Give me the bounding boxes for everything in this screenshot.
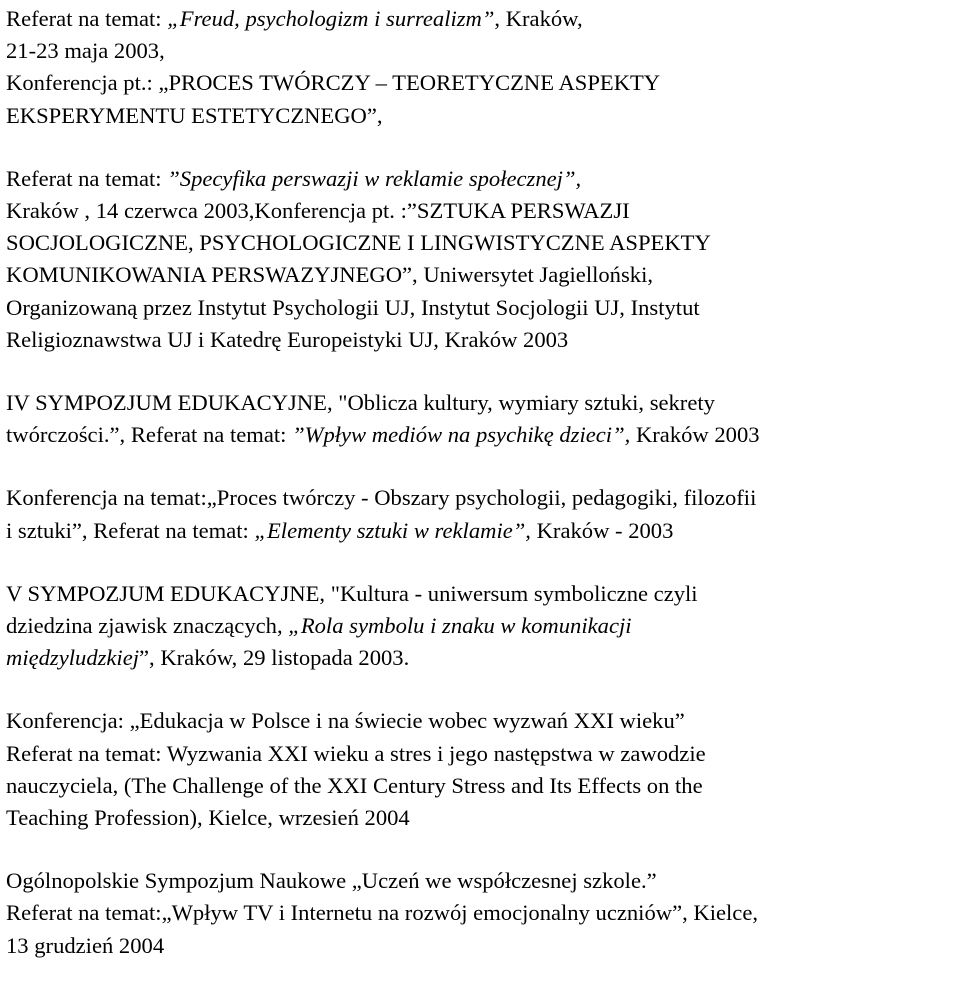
text-line — [6, 515, 960, 547]
entry-freud — [6, 3, 960, 132]
italic-title: „Freud, psychologizm i surrealizm” — [167, 6, 495, 31]
text-run: EKSPERYMENTU ESTETYCZNEGO”, — [6, 102, 383, 128]
italic-title: „Elementy sztuki w reklamie”, — [254, 517, 531, 543]
text-line — [6, 738, 960, 770]
text-run: SOCJOLOGICZNE, PSYCHOLOGICZNE I LINGWISTYCZNE ASPEKTY — [6, 230, 711, 256]
text-line — [6, 35, 960, 67]
text-run: Organizowaną przez Instytut Psychologii UJ, Instytut Socjologii UJ, Instytut — [6, 294, 700, 320]
text-run: nauczyciela, (The Challenge of the XXI Century Stress and Its Effects on the — [6, 772, 703, 798]
text-run: Konferencja: „Edukacja w Polsce i na świecie wobec wyzwań XXI wieku” — [6, 708, 685, 734]
text-run: i sztuki”, Referat na temat: — [6, 517, 255, 543]
text-run: dziedzina zjawisk znaczących, — [6, 613, 289, 639]
text-run: Referat na temat:„Wpływ TV i Internetu na rozwój emocjonalny uczniów”, Kielce, — [6, 900, 759, 926]
text-line — [6, 163, 960, 195]
entry-proces-tworczy — [6, 482, 960, 546]
text-line — [6, 705, 960, 737]
text-run: IV SYMPOZJUM EDUKACYJNE, "Oblicza kultury, wymiary sztuki, sekrety — [6, 390, 715, 416]
text-run: Teaching Profession), Kielce, wrzesień 2004 — [6, 805, 410, 831]
text-line — [6, 419, 960, 451]
text-run: Referat na temat: — [6, 165, 168, 191]
text-line — [6, 610, 960, 642]
text-line — [6, 324, 960, 356]
text-run: Kraków 2003 — [630, 422, 760, 448]
italic-title: międzyludzkiej — [6, 645, 140, 671]
text-run: Religioznawstwa UJ i Katedrę Europeistyki UJ, Kraków 2003 — [6, 326, 569, 352]
entry-perswazja — [6, 163, 960, 356]
text-line — [6, 897, 960, 929]
entry-edukacja-polska — [6, 705, 960, 834]
text-run: Kraków , 14 czerwca 2003,Konferencja pt. :”SZTUKA PERSWAZJI — [6, 198, 630, 224]
text-line — [6, 100, 960, 132]
text-line — [6, 482, 960, 514]
text-line — [6, 195, 960, 227]
text-run: twórczości.”, Referat na temat: — [6, 422, 293, 448]
text-run: KOMUNIKOWANIA PERSWAZYJNEGO”, Uniwersytet Jagielloński, — [6, 262, 653, 288]
text-run: Konferencja pt.: „PROCES TWÓRCZY – TEORETYCZNE ASPEKTY — [6, 70, 661, 96]
text-line — [6, 865, 960, 897]
text-run: , Kraków, — [494, 6, 583, 31]
italic-title: ”Specyfika perswazji w reklamie społecznej”, — [167, 165, 582, 191]
text-line — [6, 578, 960, 610]
text-line — [6, 259, 960, 291]
text-run: Referat na temat: Wyzwania XXI wieku a stres i jego następstwa w zawodzie — [6, 740, 706, 766]
italic-title: „Rola symbolu i znaku w komunikacji — [288, 613, 632, 639]
text-line — [6, 227, 960, 259]
text-line — [6, 930, 960, 962]
text-line — [6, 642, 960, 674]
text-run: ”, Kraków, 29 listopada 2003. — [139, 645, 410, 671]
text-line — [6, 802, 960, 834]
entry-uczen — [6, 865, 960, 962]
text-line — [6, 387, 960, 419]
text-line — [6, 3, 960, 35]
text-run: 13 grudzień 2004 — [6, 932, 165, 958]
text-run: Referat na temat: — [6, 6, 168, 31]
text-line — [6, 67, 960, 99]
text-run: Konferencja na temat:„Proces twórczy - Obszary psychologii, pedagogiki, filozofii — [6, 485, 757, 511]
italic-title: ”Wpływ mediów na psychikę dzieci”, — [292, 422, 631, 448]
text-line — [6, 770, 960, 802]
entry-v-sympozjum — [6, 578, 960, 675]
text-run: 21-23 maja 2003, — [6, 38, 165, 64]
entry-iv-sympozjum — [6, 387, 960, 451]
text-run: Ogólnopolskie Sympozjum Naukowe „Uczeń we współczesnej szkole.” — [6, 868, 657, 894]
text-line — [6, 292, 960, 324]
text-run: V SYMPOZJUM EDUKACYJNE, "Kultura - uniwersum symboliczne czyli — [6, 580, 698, 606]
text-run: Kraków - 2003 — [530, 517, 674, 543]
